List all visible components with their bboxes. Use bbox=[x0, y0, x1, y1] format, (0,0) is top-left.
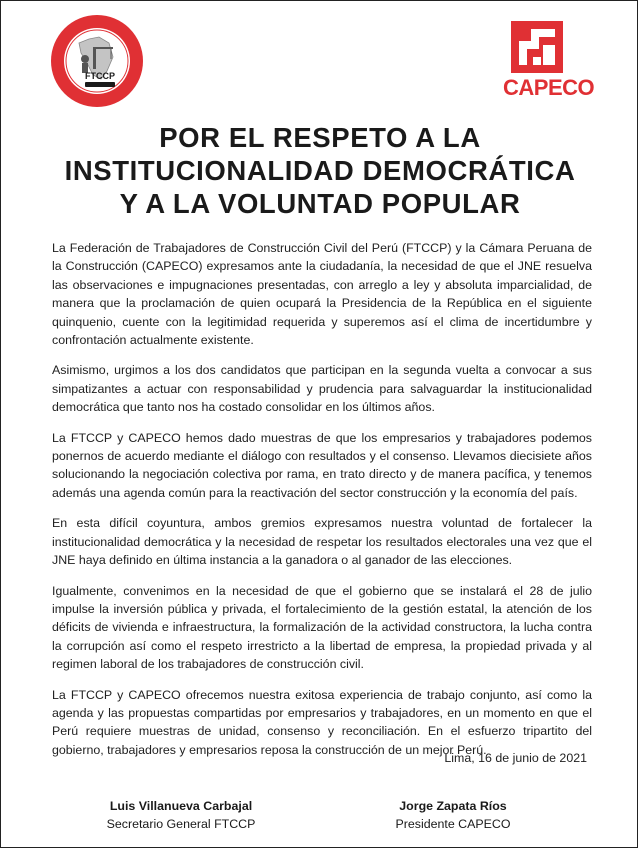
ftccp-logo bbox=[49, 13, 145, 109]
signatory-name: Jorge Zapata Ríos bbox=[399, 799, 507, 813]
title-line: Y A LA VOLUNTAD POPULAR bbox=[119, 188, 521, 219]
signature-ftccp bbox=[81, 797, 281, 833]
ftccp-seal-icon bbox=[49, 13, 145, 109]
paragraph: La FTCCP y CAPECO ofrecemos nuestra exitosa experiencia de trabajo conjunto, así como la agenda y las propuestas compartidas por empresarios y trabajadores, en un momento en que el Perú requiere muestras de unidad, consenso y reconciliación. En el esfuerzo tripartito del gobierno, trabajadores y empresarios reposa la construcción de un mejor Perú. bbox=[52, 687, 592, 757]
page-title bbox=[1, 121, 638, 220]
paragraph: En esta difícil coyuntura, ambos gremios expresamos nuestra voluntad de fortalecer la institucionalidad democrática y la necesidad de respetar los resultados electorales una vez que el JNE haya definido en última instancia a la ganadora o al ganador de las elecciones. bbox=[52, 516, 592, 568]
capeco-mark-icon bbox=[511, 21, 563, 73]
paragraph: La FTCCP y CAPECO hemos dado muestras de que los empresarios y trabajadores podemos ponernos de acuerdo mediante el diálogo con resultados y el consenso. Llevamos diecisiete años solucionando la negociación colectiva por rama, en trato directo y de manera pacífica, y tenemos además una agenda común para la reactivación del sector construcción y la economía del país. bbox=[52, 430, 592, 500]
signature-capeco bbox=[353, 797, 553, 833]
paragraph: La Federación de Trabajadores de Construcción Civil del Perú (FTCCP) y la Cámara Peruana de la Construcción (CAPECO) expresamos ante la ciudadanía, la necesidad de que el JNE resuelva las observaciones e impugnaciones presentadas, con arreglo a ley y absoluta imparcialidad, de manera que la proclamación de quien ocupará la Presidencia de la República en el siguiente quinquenio, cuente con la legitimidad requerida y superemos así el clima de incertidumbre y confrontación actualmente existente. bbox=[52, 241, 592, 348]
ftccp-logo-text: FTCCP bbox=[85, 71, 115, 81]
paragraph: Igualmente, convenimos en la necesidad de que el gobierno que se instalará el 28 de julio impulse la inversión pública y privada, el fortalecimiento de la gestión estatal, la atención de los déficits de vivienda e infraestructura, la formalización de la actividad constructora, la lucha contra la corrupción así como el respeto irrestricto a la libertad de empresa, la propiedad privada y al regimen laboral de los trabajadores de construcción civil. bbox=[52, 583, 592, 672]
title-line: INSTITUCIONALIDAD DEMOCRÁTICA bbox=[64, 155, 576, 186]
date-line: Lima, 16 de junio de 2021 bbox=[444, 751, 587, 765]
statement-body bbox=[52, 239, 592, 771]
signatory-name: Luis Villanueva Carbajal bbox=[109, 799, 253, 813]
capeco-logo bbox=[503, 21, 595, 111]
paragraph: Asimismo, urgimos a los dos candidatos que participan en la segunda vuelta a convocar a sus simpatizantes a actuar con responsabilidad y prudencia para salvaguardar la institucionalidad democrática que tanto nos ha costado consolidar en los últimos años. bbox=[52, 363, 592, 415]
capeco-wordmark: CAPECO bbox=[503, 75, 595, 100]
signatory-role: Presidente CAPECO bbox=[395, 817, 511, 831]
signatory-role: Secretario General FTCCP bbox=[106, 817, 256, 831]
title-line: POR EL RESPETO A LA bbox=[159, 122, 481, 153]
